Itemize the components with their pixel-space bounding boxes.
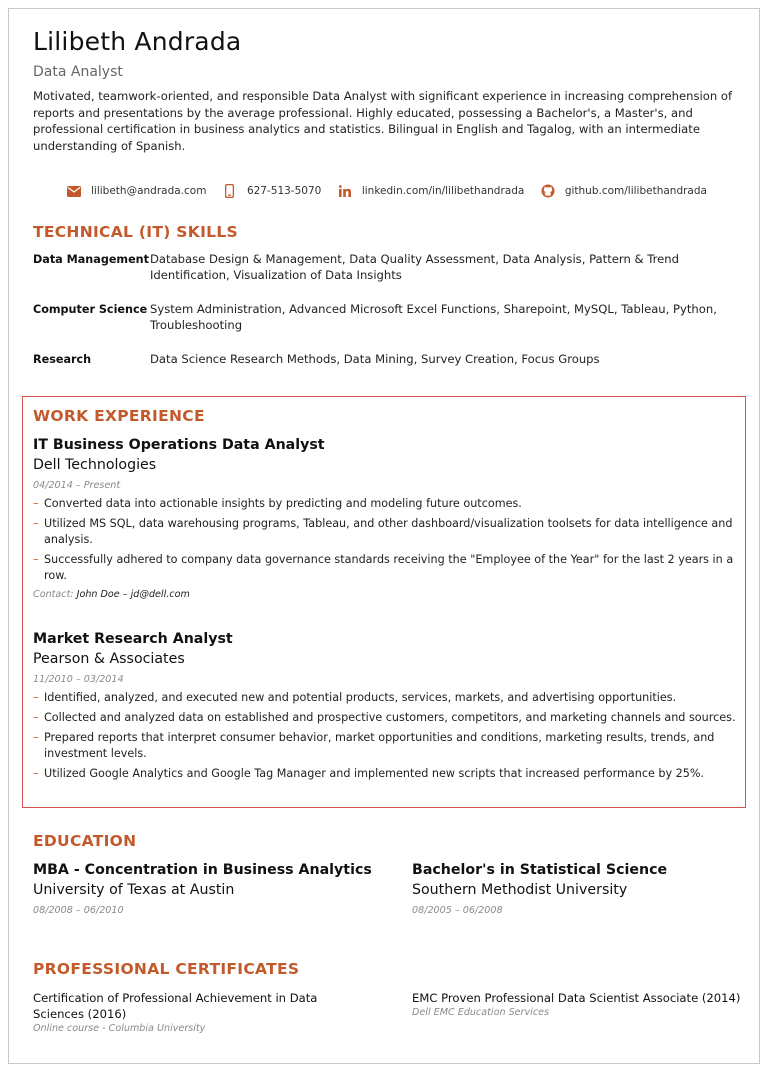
- skill-row: [33, 252, 745, 283]
- cert-name: EMC Proven Professional Data Scientist Associate (2014): [412, 991, 741, 1005]
- contact-github[interactable]: [541, 184, 707, 198]
- skill-category: Computer Science: [33, 303, 148, 316]
- job-entry: [33, 436, 745, 600]
- list-item: [33, 766, 745, 782]
- job-title: IT Business Operations Data Analyst: [33, 437, 325, 453]
- skill-row: [33, 302, 745, 333]
- contact-github-text: github.com/lilibethandrada: [564, 185, 707, 197]
- candidate-role: Data Analyst: [33, 64, 123, 80]
- bullet-text: Collected and analyzed data on established and prospective customers, competitors, and marketing channels and sources.: [44, 711, 736, 724]
- list-item: [33, 690, 745, 706]
- linkedin-icon: [338, 184, 352, 198]
- job-bullets: [33, 496, 745, 584]
- dash-bullet: –: [33, 553, 39, 566]
- skill-value: Data Science Research Methods, Data Mining, Survey Creation, Focus Groups: [150, 352, 600, 366]
- job-title: Market Research Analyst: [33, 631, 233, 647]
- email-icon: [67, 184, 81, 198]
- list-item: [33, 496, 745, 512]
- summary-paragraph: Motivated, teamwork-oriented, and responsible Data Analyst with significant experience in increasing comprehension of reports and presentations by the average professional. Highly educated, possessing a Bachelor's, a Master's, and professional certification in business analytics and statistics. Bilingual in English and Tagalog, with an intermediate understanding of Spanish.: [33, 89, 733, 153]
- education-entry: [412, 861, 742, 916]
- job-entry: [33, 630, 745, 786]
- skill-value: System Administration, Advanced Microsoft Excel Functions, Sharepoint, MySQL, Tableau, Python, Troubleshooting: [150, 302, 717, 332]
- dash-bullet: –: [33, 497, 39, 510]
- bullet-text: Successfully adhered to company data governance standards receiving the "Employee of the Year" for the last 2 years in a row.: [44, 553, 734, 582]
- edu-degree: MBA - Concentration in Business Analytics: [33, 862, 372, 878]
- resume-page: [8, 8, 760, 1064]
- contact-linkedin-text: linkedin.com/in/lilibethandrada: [361, 185, 525, 197]
- dash-bullet: –: [33, 711, 39, 724]
- certificate-entry: [33, 990, 363, 1034]
- skills-section-title: TECHNICAL (IT) SKILLS: [33, 223, 238, 241]
- job-reference: [33, 589, 745, 600]
- job-company: Pearson & Associates: [33, 651, 185, 667]
- certificates-section-title: PROFESSIONAL CERTIFICATES: [33, 960, 300, 978]
- job-reference-value: John Doe – jd@dell.com: [76, 589, 190, 600]
- list-item: [33, 516, 745, 548]
- job-company: Dell Technologies: [33, 457, 157, 473]
- dash-bullet: –: [33, 767, 39, 780]
- skills-list: [33, 252, 745, 387]
- dash-bullet: –: [33, 517, 39, 530]
- contact-bar: [67, 184, 707, 198]
- job-reference-label: Contact:: [33, 589, 74, 600]
- bullet-text: Utilized Google Analytics and Google Tag Manager and implemented new scripts that increased performance by 25%.: [44, 767, 705, 780]
- cert-name: Certification of Professional Achievement in Data Sciences (2016): [33, 991, 318, 1021]
- edu-degree: Bachelor's in Statistical Science: [412, 862, 668, 878]
- list-item: [33, 552, 745, 584]
- list-item: [33, 730, 745, 762]
- candidate-name: Lilibeth Andrada: [33, 27, 242, 56]
- bullet-text: Converted data into actionable insights by predicting and modeling future outcomes.: [44, 497, 522, 510]
- skill-value: Database Design & Management, Data Quality Assessment, Data Analysis, Pattern & Trend Identification, Visualization of Data Insights: [150, 252, 679, 282]
- certificate-entry: [412, 990, 742, 1018]
- contact-phone[interactable]: [223, 184, 321, 198]
- contact-email[interactable]: [67, 184, 206, 198]
- contact-email-text: lilibeth@andrada.com: [91, 185, 207, 197]
- education-entry: [33, 861, 393, 916]
- job-bullets: [33, 690, 745, 782]
- dash-bullet: –: [33, 731, 39, 744]
- list-item: [33, 710, 745, 726]
- skill-category: Research: [33, 353, 92, 366]
- job-dates: 11/2010 – 03/2014: [33, 674, 124, 685]
- skill-row: [33, 352, 745, 368]
- education-section-title: EDUCATION: [33, 832, 137, 850]
- phone-icon: [223, 184, 237, 198]
- bullet-text: Identified, analyzed, and executed new and potential products, services, markets, and advertising opportunities.: [44, 691, 677, 704]
- edu-school: University of Texas at Austin: [33, 882, 235, 898]
- cert-org: Online course - Columbia University: [33, 1023, 206, 1034]
- dash-bullet: –: [33, 691, 39, 704]
- contact-phone-text: 627-513-5070: [246, 185, 322, 197]
- cert-org: Dell EMC Education Services: [412, 1007, 550, 1018]
- work-section-title: WORK EXPERIENCE: [33, 407, 205, 425]
- bullet-text: Utilized MS SQL, data warehousing programs, Tableau, and other dashboard/visualization toolsets for data intelligence and analysis.: [44, 517, 733, 546]
- skill-category: Data Management: [33, 253, 149, 266]
- job-dates: 04/2014 – Present: [33, 480, 121, 491]
- edu-dates: 08/2005 – 06/2008: [412, 905, 503, 916]
- contact-linkedin[interactable]: [338, 184, 524, 198]
- bullet-text: Prepared reports that interpret consumer behavior, market opportunities and conditions, marketing results, trends, and investment levels.: [44, 731, 715, 760]
- github-icon: [541, 184, 555, 198]
- edu-dates: 08/2008 – 06/2010: [33, 905, 124, 916]
- edu-school: Southern Methodist University: [412, 882, 628, 898]
